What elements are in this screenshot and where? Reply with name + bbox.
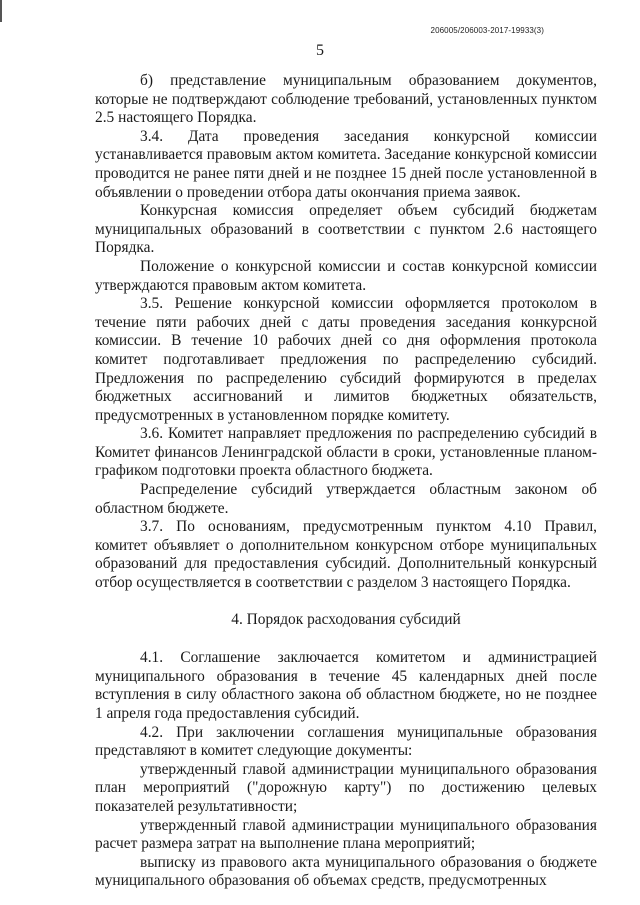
list-item: выписку из правового акта муниципального образования о бюджете муниципального образования об объемах средств, предусмотренных — [95, 853, 597, 890]
document-body — [95, 72, 597, 891]
paragraph: 4.1. Соглашение заключается комитетом и администрацией муниципального образования в течение 45 календарных дней после вступления в силу областного закона об областном бюджете, но не позднее 1 апреля года предоставления субсидий. — [95, 649, 597, 722]
paragraph: 4.2. При заключении соглашения муниципальные образования представляют в комитет следующие документы: — [95, 723, 597, 760]
paragraph: 3.6. Комитет направляет предложения по распределению субсидий в Комитет финансов Ленинградской области в сроки, установленные планом-графиком подготовки проекта областного бюджета. — [95, 425, 597, 480]
paragraph: Распределение субсидий утверждается областным законом об областном бюджете. — [95, 481, 597, 517]
page-number: 5 — [316, 42, 324, 59]
paragraph: Конкурсная комиссия определяет объем субсидий бюджетам муниципальных образований в соответствии с пунктом 2.6 настоящего Порядка. — [95, 202, 597, 257]
paragraph: б) представление муниципальным образованием документов, которые не подтверждают соблюдение требований, установленных пунктом 2.5 настоящего Порядка. — [95, 72, 597, 127]
paragraph: 3.5. Решение конкурсной комиссии оформляется протоколом в течение пяти рабочих дней с даты проведения заседания конкурсной комиссии. В течение 10 рабочих дней со дня оформления протокола комитет подготавливает предложения по распределению субсидий. Предложения по распределению субсидий формируются в пределах бюджетных ассигнований и лимитов бюджетных обязательств, предусмотренных в установленном порядке комитету. — [95, 295, 597, 424]
section-heading: 4. Порядок расходования субсидий — [231, 610, 461, 628]
list-item: утвержденный главой администрации муниципального образования план мероприятий ("дорожную карту") по достижению целевых показателей результативности; — [95, 760, 597, 815]
paragraph: 3.7. По основаниям, предусмотренным пунктом 4.10 Правил, комитет объявляет о дополнительном конкурсном отборе муниципальных образований для предоставления субсидий. Дополнительный конкурсный отбор осуществляется в соответствии с разделом 3 настоящего Порядка. — [95, 518, 597, 592]
paragraph: Положение о конкурсной комиссии и состав конкурсной комиссии утверждаются правовым актом комитета. — [95, 257, 597, 294]
scan-edge-mark — [0, 0, 2, 22]
list-item: утвержденный главой администрации муниципального образования расчет размера затрат на выполнение плана мероприятий; — [95, 816, 597, 853]
paragraph: 3.4. Дата проведения заседания конкурсной комиссии устанавливается правовым актом комитета. Заседание конкурсной комиссии проводится не ранее пяти дней и не позднее 15 дней после установленной в объявлении о проведении отбора даты окончания приема заявок. — [95, 127, 597, 201]
document-id: 206005/206003-2017-19933(3) — [430, 26, 544, 35]
